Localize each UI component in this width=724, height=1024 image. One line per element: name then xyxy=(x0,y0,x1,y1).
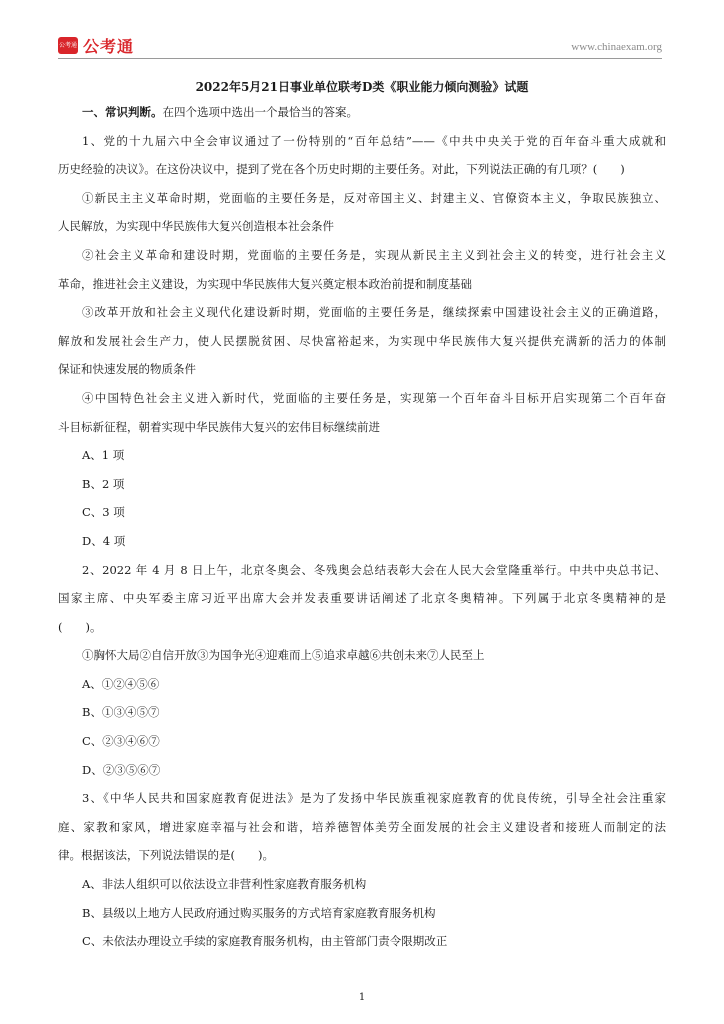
question-3-line: 3、《中华人民共和国家庭教育促进法》是为了发扬中华民族重视家庭教育的优良传统，引导全社会注重家 xyxy=(82,791,666,806)
site-url[interactable]: www.chinaexam.org xyxy=(571,41,662,53)
option-c: C、未依法办理设立手续的家庭教育服务机构，由主管部门责令限期改正 xyxy=(82,934,448,949)
statement-line: ②社会主义革命和建设时期，党面临的主要任务是，实现从新民主主义到社会主义的转变，进行社会主义 xyxy=(82,247,666,262)
section-heading xyxy=(58,98,666,127)
logo-badge-icon: 公考通 xyxy=(58,37,78,54)
statement-line: 革命，推进社会主义建设，为实现中华民族伟大复兴奠定根本政治前提和制度基础 xyxy=(58,276,472,291)
brand-logo[interactable] xyxy=(58,34,134,56)
document-body xyxy=(58,70,666,956)
statement-line: 解放和发展社会生产力，使人民摆脱贫困、尽快富裕起来，为实现中华民族伟大复兴提供充满新的活力的体制 xyxy=(58,333,666,348)
page-header xyxy=(58,34,662,60)
statement-line: 保证和快速发展的物质条件 xyxy=(58,362,196,377)
statement-line: 斗目标新征程，朝着实现中华民族伟大复兴的宏伟目标继续前进 xyxy=(58,419,380,434)
question-2-line: 2、2022 年 4 月 8 日上午，北京冬奥会、冬残奥会总结表彰大会在人民大会堂隆重举行。中共中央总书记、 xyxy=(82,562,666,577)
question-1-line: 1、党的十九届六中全会审议通过了一份特别的“百年总结”——《中共中央关于党的百年奋斗重大成就和 xyxy=(82,133,666,148)
option-c: C、②③④⑥⑦ xyxy=(82,734,160,749)
statement-line: ①胸怀大局②自信开放③为国争光④迎难而上⑤追求卓越⑥共创未来⑦人民至上 xyxy=(82,648,485,663)
statement-line: ③改革开放和社会主义现代化建设新时期，党面临的主要任务是，继续探索中国建设社会主义的正确道路， xyxy=(82,305,666,320)
question-3-line: 律。根据该法，下列说法错误的是( )。 xyxy=(58,848,274,863)
option-d: D、②③⑤⑥⑦ xyxy=(82,762,161,777)
option-c: C、3 项 xyxy=(82,505,125,520)
option-b: B、①③④⑤⑦ xyxy=(82,705,160,720)
statement-line: 人民解放，为实现中华民族伟大复兴创造根本社会条件 xyxy=(58,219,334,234)
logo-text: 公考通 xyxy=(83,36,135,56)
statement-line: ④中国特色社会主义进入新时代，党面临的主要任务是，实现第一个百年奋斗目标开启实现第二个百年奋 xyxy=(82,390,666,405)
question-2-line: 国家主席、中央军委主席习近平出席大会并发表重要讲话阐述了北京冬奥精神。下列属于北京冬奥精神的是 xyxy=(58,591,666,606)
statement-line: ①新民主主义革命时期，党面临的主要任务是，反对帝国主义、封建主义、官僚资本主义，争取民族独立、 xyxy=(82,190,666,205)
question-1-line: 历史经验的决议》。在这份决议中，提到了党在各个历史时期的主要任务。对此，下列说法正确的有几项？( ) xyxy=(58,162,625,177)
page-number: 1 xyxy=(358,992,366,1003)
document-title: 2022年5月21日事业单位联考D类《职业能力倾向测验》试题 xyxy=(195,80,529,94)
header-divider xyxy=(58,58,662,59)
option-a: A、1 项 xyxy=(82,448,125,463)
question-2-line: ( )。 xyxy=(58,619,102,634)
option-a: A、①②④⑤⑥ xyxy=(82,676,160,691)
option-b: B、县级以上地方人民政府通过购买服务的方式培育家庭教育服务机构 xyxy=(82,905,436,920)
section-instruction: 在四个选项中选出一个最恰当的答案。 xyxy=(162,105,358,119)
section-label: 一、常识判断。 xyxy=(82,105,163,119)
question-3-line: 庭、家教和家风，增进家庭幸福与社会和谐，培养德智体美劳全面发展的社会主义建设者和接班人而制定的法 xyxy=(58,819,666,834)
option-b: B、2 项 xyxy=(82,476,125,491)
option-d: D、4 项 xyxy=(82,533,126,548)
option-a: A、非法人组织可以依法设立非营利性家庭教育服务机构 xyxy=(82,877,367,892)
